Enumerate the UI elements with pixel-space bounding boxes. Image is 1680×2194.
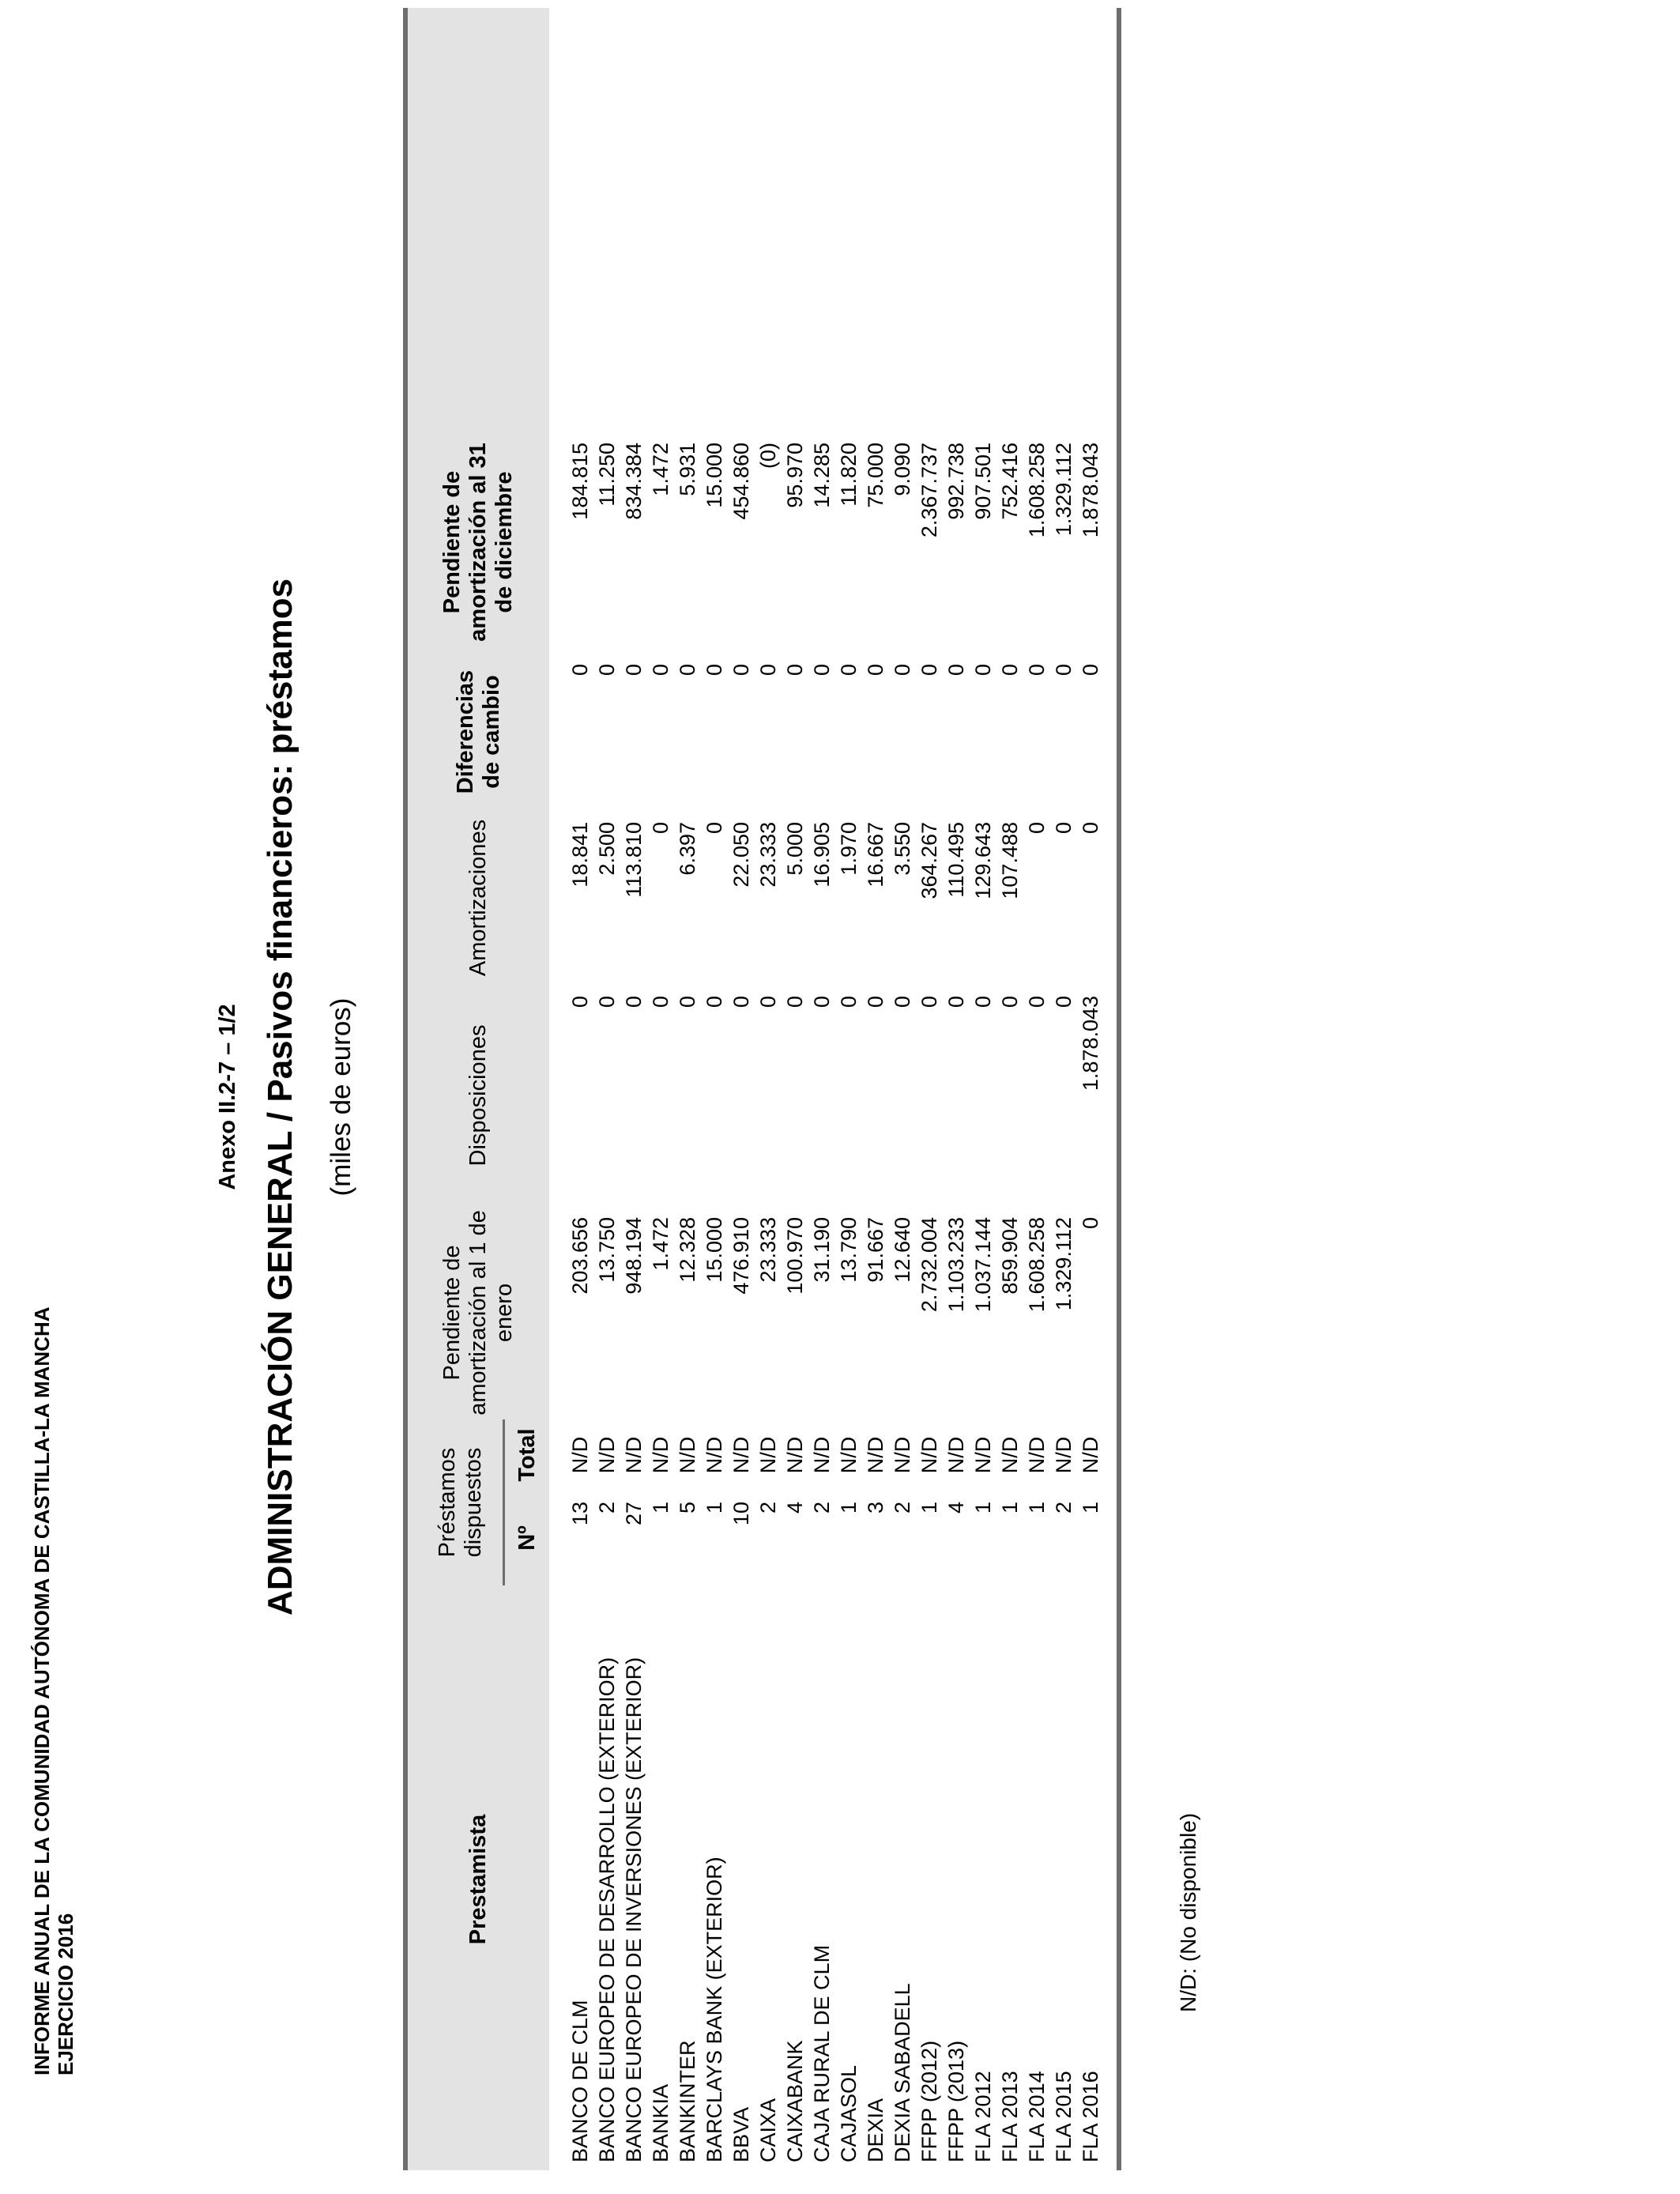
- cell-lender: FLA 2016: [1079, 2071, 1102, 2162]
- cell-disbursements: 0: [1025, 996, 1049, 1008]
- cell-fx-differences: 0: [676, 664, 699, 677]
- cell-pending-end: 75.000: [864, 443, 887, 508]
- table-row: [996, 8, 1023, 2170]
- cell-fx-differences: 0: [568, 664, 592, 677]
- cell-disbursements: 0: [998, 996, 1022, 1008]
- cell-fx-differences: 0: [595, 664, 619, 677]
- cell-count: 3: [864, 1502, 887, 1514]
- cell-disbursements: 0: [837, 996, 861, 1008]
- cell-disbursements: 1.878.043: [1079, 996, 1102, 1091]
- cell-fx-differences: 0: [971, 664, 995, 677]
- table-row: [674, 8, 701, 2170]
- cell-lender: BANCO EUROPEO DE DESARROLLO (EXTERIOR): [595, 1657, 619, 2162]
- table-row: [889, 8, 916, 2170]
- cell-disbursements: 0: [703, 996, 726, 1008]
- table-row: [943, 8, 970, 2170]
- cell-amortizations: 18.841: [568, 822, 592, 888]
- cell-lender: DEXIA: [864, 2098, 887, 2162]
- table-row: [647, 8, 674, 2170]
- cell-count: 1: [971, 1502, 995, 1514]
- cell-amortizations: 364.267: [917, 822, 941, 899]
- cell-pending-start: 12.640: [891, 1217, 914, 1283]
- cell-pending-end: 11.820: [837, 443, 861, 507]
- cell-lender: FLA 2013: [998, 2071, 1022, 2162]
- cell-pending-end: 5.931: [676, 443, 699, 496]
- cell-disbursements: 0: [864, 996, 887, 1008]
- cell-pending-end: 184.815: [568, 443, 592, 520]
- cell-pending-start: 203.656: [568, 1217, 592, 1295]
- header-loans-group: Préstamos dispuestos: [408, 1419, 504, 1585]
- cell-fx-differences: 0: [917, 664, 941, 677]
- cell-total: N/D: [810, 1436, 834, 1474]
- cell-pending-start: 100.970: [783, 1217, 807, 1295]
- cell-fx-differences: 0: [622, 664, 646, 677]
- cell-spacer: [549, 8, 593, 432]
- cell-fx-differences: 0: [756, 664, 780, 677]
- cell-amortizations: 0: [649, 822, 672, 835]
- cell-pending-end: 95.970: [783, 443, 807, 508]
- cell-spacer: [1077, 8, 1117, 432]
- cell-count: 1: [703, 1502, 726, 1514]
- cell-disbursements: 0: [1052, 996, 1075, 1008]
- cell-pending-end: 1.878.043: [1079, 443, 1102, 538]
- table-row: [728, 8, 755, 2170]
- cell-amortizations: 23.333: [756, 822, 780, 888]
- cell-amortizations: 5.000: [783, 822, 807, 876]
- cell-spacer: [647, 8, 674, 432]
- cell-pending-start: 15.000: [703, 1217, 726, 1283]
- cell-lender: FFPP (2013): [944, 2040, 968, 2162]
- cell-pending-end: 992.738: [944, 443, 968, 520]
- cell-total: N/D: [568, 1436, 592, 1474]
- cell-count: 2: [595, 1502, 619, 1514]
- cell-disbursements: 0: [568, 996, 592, 1008]
- cell-fx-differences: 0: [1025, 664, 1049, 677]
- cell-spacer: [996, 8, 1023, 432]
- cell-total: N/D: [729, 1436, 753, 1474]
- report-header: [30, 1306, 77, 2075]
- cell-pending-start: 1.608.258: [1025, 1217, 1049, 1313]
- table-row: [835, 8, 862, 2170]
- cell-pending-start: 31.190: [810, 1217, 834, 1283]
- cell-fx-differences: 0: [864, 664, 887, 677]
- cell-total: N/D: [1052, 1436, 1075, 1474]
- cell-pending-start: 13.790: [837, 1217, 861, 1283]
- header-disbursements: Disposiciones: [408, 985, 549, 1206]
- cell-pending-end: 1.329.112: [1052, 443, 1075, 537]
- cell-lender: FFPP (2012): [917, 2040, 941, 2162]
- cell-pending-end: 1.472: [649, 443, 672, 496]
- table-row: [782, 8, 808, 2170]
- cell-pending-end: 752.416: [998, 443, 1022, 520]
- cell-pending-start: 0: [1079, 1217, 1102, 1230]
- cell-fx-differences: 0: [783, 664, 807, 677]
- cell-fx-differences: 0: [703, 664, 726, 677]
- cell-fx-differences: 0: [944, 664, 968, 677]
- cell-pending-start: 12.328: [676, 1217, 699, 1283]
- table-body: [549, 8, 1117, 2170]
- header-count: Nº: [504, 1491, 550, 1585]
- cell-pending-start: 91.667: [864, 1217, 887, 1283]
- cell-pending-start: 859.904: [998, 1217, 1022, 1295]
- cell-spacer: [835, 8, 862, 432]
- cell-total: N/D: [891, 1436, 914, 1474]
- cell-disbursements: 0: [783, 996, 807, 1008]
- cell-count: 1: [917, 1502, 941, 1514]
- cell-lender: FLA 2012: [971, 2071, 995, 2162]
- cell-fx-differences: 0: [1079, 664, 1102, 677]
- cell-total: N/D: [649, 1436, 672, 1474]
- units-label: (miles de euros): [326, 997, 356, 1197]
- header-lender: Prestamista: [408, 1585, 549, 2170]
- table-row: [593, 8, 620, 2170]
- cell-spacer: [862, 8, 889, 432]
- cell-total: N/D: [783, 1436, 807, 1474]
- header-fx-differences: Diferencias de cambio: [408, 653, 549, 811]
- cell-pending-start: 1.472: [649, 1217, 672, 1271]
- table-bottom-rule: [1117, 8, 1121, 2170]
- cell-amortizations: 129.643: [971, 822, 995, 899]
- cell-pending-start: 23.333: [756, 1217, 780, 1283]
- report-title: INFORME ANUAL DE LA COMUNIDAD AUTÓNOMA DE CASTILLA-LA MANCHA: [30, 1306, 54, 2075]
- cell-spacer: [782, 8, 808, 432]
- cell-pending-end: 454.860: [729, 443, 753, 520]
- cell-count: 1: [1079, 1502, 1102, 1514]
- cell-pending-start: 948.194: [622, 1217, 646, 1295]
- cell-fx-differences: 0: [837, 664, 861, 677]
- cell-pending-end: 2.367.737: [917, 443, 941, 538]
- cell-count: 2: [891, 1502, 914, 1514]
- cell-total: N/D: [703, 1436, 726, 1474]
- cell-amortizations: 3.550: [891, 822, 914, 876]
- cell-disbursements: 0: [917, 996, 941, 1008]
- cell-disbursements: 0: [756, 996, 780, 1008]
- cell-amortizations: 113.810: [622, 822, 646, 898]
- cell-count: 1: [837, 1502, 861, 1514]
- cell-total: N/D: [864, 1436, 887, 1474]
- cell-count: 1: [649, 1502, 672, 1514]
- cell-amortizations: 0: [703, 822, 726, 835]
- cell-disbursements: 0: [595, 996, 619, 1008]
- cell-amortizations: 16.667: [864, 822, 887, 888]
- cell-total: N/D: [971, 1436, 995, 1474]
- cell-total: N/D: [676, 1436, 699, 1474]
- header-spacer: [408, 8, 549, 432]
- cell-count: 2: [1052, 1502, 1075, 1514]
- cell-lender: BANCO EUROPEO DE INVERSIONES (EXTERIOR): [622, 1657, 646, 2162]
- cell-pending-end: 14.285: [810, 443, 834, 508]
- cell-pending-start: 13.750: [595, 1217, 619, 1283]
- cell-amortizations: 22.050: [729, 822, 753, 888]
- cell-fx-differences: 0: [729, 664, 753, 677]
- cell-pending-end: 11.250: [595, 443, 619, 507]
- cell-lender: CAIXABANK: [783, 2040, 807, 2162]
- cell-fx-differences: 0: [810, 664, 834, 677]
- cell-spacer: [620, 8, 647, 432]
- cell-total: N/D: [944, 1436, 968, 1474]
- table-row: [620, 8, 647, 2170]
- cell-amortizations: 0: [1052, 822, 1075, 835]
- cell-disbursements: 0: [676, 996, 699, 1008]
- cell-pending-end: 907.501: [971, 443, 995, 520]
- cell-pending-start: 2.732.004: [917, 1217, 941, 1313]
- cell-amortizations: 107.488: [998, 822, 1022, 899]
- cell-fx-differences: 0: [649, 664, 672, 677]
- cell-count: 1: [1025, 1502, 1049, 1514]
- cell-lender: BBVA: [729, 2106, 753, 2162]
- cell-lender: CAIXA: [756, 2098, 780, 2162]
- cell-count: 1: [998, 1502, 1022, 1514]
- table-row: [755, 8, 782, 2170]
- cell-spacer: [755, 8, 782, 432]
- cell-lender: DEXIA SABADELL: [891, 1983, 914, 2162]
- cell-pending-start: 1.037.144: [971, 1217, 995, 1313]
- cell-lender: FLA 2015: [1052, 2071, 1075, 2162]
- cell-fx-differences: 0: [998, 664, 1022, 677]
- cell-spacer: [728, 8, 755, 432]
- cell-count: 5: [676, 1502, 699, 1514]
- cell-fx-differences: 0: [891, 664, 914, 677]
- header-pending-end: Pendiente de amortización al 31 de diciembre: [408, 432, 549, 653]
- header-amortizations: Amortizaciones: [408, 811, 549, 985]
- cell-count: 4: [783, 1502, 807, 1514]
- cell-amortizations: 1.970: [837, 822, 861, 876]
- cell-spacer: [889, 8, 916, 432]
- table-row: [1023, 8, 1050, 2170]
- cell-spacer: [808, 8, 835, 432]
- cell-amortizations: 16.905: [810, 822, 834, 888]
- table-row: [916, 8, 943, 2170]
- table-header: [408, 8, 549, 2170]
- cell-total: N/D: [756, 1436, 780, 1474]
- report-year: EJERCICIO 2016: [54, 1913, 77, 2075]
- cell-pending-end: 834.384: [622, 443, 646, 520]
- cell-total: N/D: [917, 1436, 941, 1474]
- table-row: [970, 8, 996, 2170]
- cell-count: 13: [568, 1502, 592, 1526]
- cell-spacer: [1023, 8, 1050, 432]
- cell-amortizations: 6.397: [676, 822, 699, 876]
- cell-pending-end: 15.000: [703, 443, 726, 508]
- cell-disbursements: 0: [891, 996, 914, 1008]
- cell-disbursements: 0: [649, 996, 672, 1008]
- table-row: [549, 8, 593, 2170]
- cell-total: N/D: [837, 1436, 861, 1474]
- cell-count: 27: [622, 1502, 646, 1526]
- cell-amortizations: 0: [1079, 822, 1102, 835]
- cell-amortizations: 2.500: [595, 822, 619, 876]
- cell-count: 4: [944, 1502, 968, 1514]
- cell-total: N/D: [998, 1436, 1022, 1474]
- cell-spacer: [970, 8, 996, 432]
- cell-amortizations: 0: [1025, 822, 1049, 835]
- cell-lender: BANCO DE CLM: [568, 2000, 592, 2162]
- table-row: [808, 8, 835, 2170]
- cell-lender: CAJA RURAL DE CLM: [810, 1944, 834, 2162]
- table-row: [1050, 8, 1077, 2170]
- cell-lender: BANKIA: [649, 2083, 672, 2162]
- cell-pending-end: 1.608.258: [1025, 443, 1049, 538]
- cell-pending-start: 1.103.233: [944, 1217, 968, 1313]
- cell-disbursements: 0: [971, 996, 995, 1008]
- cell-pending-start: 1.329.112: [1052, 1217, 1075, 1311]
- cell-total: N/D: [1079, 1436, 1102, 1474]
- table-row: [862, 8, 889, 2170]
- cell-count: 2: [756, 1502, 780, 1514]
- cell-disbursements: 0: [622, 996, 646, 1008]
- cell-count: 2: [810, 1502, 834, 1514]
- cell-count: 10: [729, 1502, 753, 1526]
- cell-disbursements: 0: [810, 996, 834, 1008]
- cell-amortizations: 110.495: [944, 822, 968, 898]
- cell-total: N/D: [622, 1436, 646, 1474]
- cell-spacer: [1050, 8, 1077, 432]
- footnote: N/D: (No disponible): [1176, 1812, 1200, 2012]
- cell-lender: BARCLAYS BANK (EXTERIOR): [703, 1857, 726, 2162]
- cell-fx-differences: 0: [1052, 664, 1075, 677]
- cell-disbursements: 0: [944, 996, 968, 1008]
- cell-total: N/D: [1025, 1436, 1049, 1474]
- annex-label: Anexo II.2-7 – 1/2: [215, 1004, 240, 1190]
- page-title: ADMINISTRACIÓN GENERAL / Pasivos financieros: préstamos: [261, 578, 299, 1616]
- cell-total: N/D: [595, 1436, 619, 1474]
- cell-pending-end: (0): [756, 443, 780, 469]
- cell-spacer: [701, 8, 728, 432]
- loans-table: [408, 8, 1117, 2170]
- cell-disbursements: 0: [729, 996, 753, 1008]
- table-row: [701, 8, 728, 2170]
- cell-spacer: [943, 8, 970, 432]
- cell-lender: BANKINTER: [676, 2040, 699, 2162]
- cell-lender: FLA 2014: [1025, 2071, 1049, 2162]
- header-pending-start: Pendiente de amortización al 1 de enero: [408, 1206, 549, 1419]
- cell-spacer: [674, 8, 701, 432]
- table-row: [1077, 8, 1117, 2170]
- cell-pending-end: 9.090: [891, 443, 914, 496]
- cell-spacer: [916, 8, 943, 432]
- header-total: Total: [504, 1419, 550, 1491]
- cell-pending-start: 476.910: [729, 1217, 753, 1295]
- loans-table-container: [403, 8, 1121, 2170]
- cell-spacer: [593, 8, 620, 432]
- cell-lender: CAJASOL: [837, 2064, 861, 2162]
